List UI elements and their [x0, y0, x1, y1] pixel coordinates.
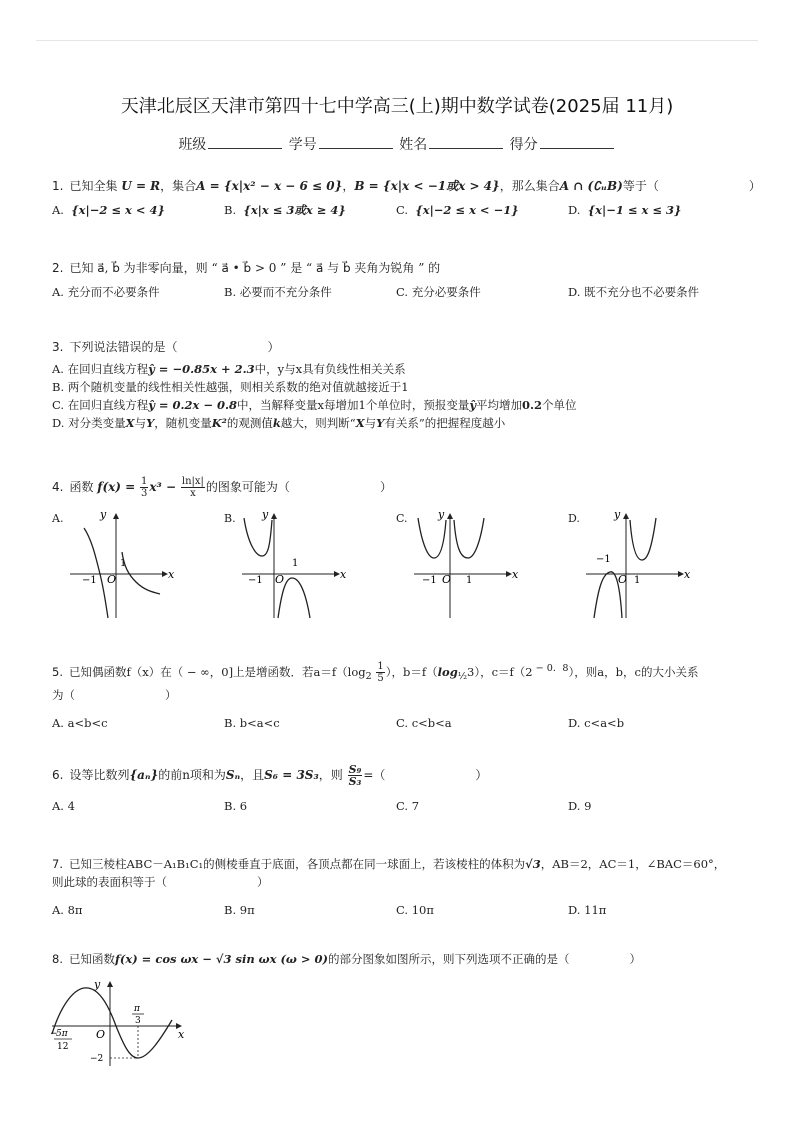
tick-minus-2: −2	[90, 1054, 104, 1064]
question-7	[52, 855, 752, 919]
stem-text: ）	[257, 875, 269, 889]
option-b[interactable]: B. 9π	[224, 903, 255, 917]
class-blank[interactable]	[208, 135, 282, 149]
stem-text: ）	[379, 480, 392, 494]
score-label: 得分	[509, 137, 538, 153]
tick-minus-1: −1	[422, 575, 437, 586]
math-expr: √3	[525, 857, 541, 871]
option-b[interactable]: B. b<a<c	[224, 716, 280, 731]
option-c-label[interactable]: C.	[396, 512, 408, 525]
curve-right	[122, 552, 160, 594]
option-a[interactable]: A. 充分而不必要条件	[52, 285, 160, 299]
three-denominator: 3	[135, 1016, 141, 1026]
log-base: 2	[365, 671, 372, 683]
graph-c[interactable]	[410, 510, 520, 622]
tick-minus-1: −1	[82, 575, 97, 586]
question-number: 3.	[52, 340, 64, 354]
twelve-denominator: 12	[57, 1042, 69, 1052]
option-d[interactable]: D. c<a<b	[568, 716, 625, 731]
option-c[interactable]: C. 7	[396, 799, 420, 813]
axis-y-label: y	[100, 510, 107, 521]
origin-label: O	[96, 1028, 106, 1041]
stem-text: 已知全集	[69, 179, 118, 193]
stem-text: ），则a，b，c的大小关系	[568, 664, 699, 679]
math-expr: A ∩ (∁ᵤB)	[559, 179, 623, 193]
tick-1: 1	[120, 558, 127, 569]
math-expr: x³ −	[149, 480, 177, 494]
fraction: $\frac{1}{5}$	[377, 661, 384, 685]
math-expr: {aₙ}	[129, 768, 159, 782]
fraction: $\frac{\ln|x|}{x}$	[181, 476, 204, 499]
fraction: $\frac{\text{S₉}}{\text{S₃}}$	[348, 763, 362, 788]
stem-text: 已知 a⃗, b⃗ 为非零向量，则 “ a⃗ • b⃗ > 0 ” 是 “ a⃗ 与 b⃗ 夹角为锐角 ” 的	[69, 261, 441, 275]
option-b[interactable]: B. 必要而不充分条件	[224, 285, 332, 299]
stem-text: 函数	[69, 480, 94, 494]
graph-b[interactable]	[238, 510, 348, 622]
question-number: 2.	[52, 261, 64, 275]
axis-x-label: x	[178, 1028, 185, 1041]
axis-x-label: x	[168, 568, 174, 581]
id-label: 学号	[288, 137, 317, 153]
pi-numerator: π	[134, 1004, 140, 1014]
math-expr: f(x) =	[97, 480, 136, 494]
question-number: 5.	[52, 664, 63, 679]
graph-d[interactable]	[582, 510, 692, 622]
stem-text: 设等比数列	[69, 768, 130, 782]
stem-text: 的前n项和为	[158, 768, 226, 782]
option-b-label[interactable]: B.	[224, 512, 236, 525]
option-d[interactable]: D. 既不充分也不必要条件	[568, 285, 700, 299]
tick-1: 1	[634, 575, 641, 586]
question-number: 4.	[52, 480, 64, 494]
axis-y-label: y	[438, 510, 445, 521]
question-2	[52, 259, 752, 301]
stem-text: 的图象可能为（	[205, 480, 290, 494]
options	[52, 201, 752, 219]
page-title: 天津北辰区天津市第四十七中学高三(上)期中数学试卷(2025届 11月)	[120, 96, 674, 117]
stem-text: ）	[629, 952, 641, 966]
neg-sign: −	[50, 1029, 58, 1039]
axis-x-label: x	[340, 568, 347, 581]
option-a[interactable]: A. 8π	[52, 903, 83, 917]
tick-minus-1: −1	[596, 554, 611, 565]
math-expr: f(x) = cos ωx − √3 sin ωx (ω > 0)	[114, 952, 328, 966]
option-b[interactable]: B. 两个随机变量的线性相关性越强，则相关系数的绝对值就越接近于1	[52, 380, 409, 394]
stem-text: ），b＝f（	[385, 664, 438, 679]
question-number: 7.	[52, 857, 63, 871]
option-a[interactable]: A. 在回归直线方程ŷ = −0.85x + 2.3中，y与x具有负线性相关关系	[52, 362, 406, 376]
option-d-label[interactable]: D.	[568, 512, 580, 525]
tick-minus-1: −1	[248, 575, 263, 586]
stem-text: 3），c＝f（2	[467, 664, 533, 679]
stem-text: ，AB＝2，AC＝1，∠BAC＝60°，	[540, 857, 726, 871]
option-d[interactable]: D. 对分类变量X与Y，随机变量K²的观测值k越大，则判断“X与Y有关系”的把握程度越小	[52, 416, 506, 430]
option-c[interactable]: C. c<b<a	[396, 716, 452, 731]
option-a[interactable]: A. {x|−2 ≤ x < 4}	[52, 203, 165, 217]
stem-text: ，则	[318, 768, 343, 782]
stem-text: 下列说法错误的是（	[69, 340, 178, 354]
stem-text: ，集合	[160, 179, 197, 193]
question-number: 6.	[52, 768, 64, 782]
graph-a[interactable]	[64, 510, 174, 622]
header-divider	[36, 40, 758, 41]
origin-label: O	[442, 573, 452, 586]
option-a[interactable]: A. 4	[52, 799, 75, 813]
curve-left	[84, 528, 108, 618]
stem-text: 已知函数	[68, 952, 115, 966]
option-c[interactable]: C. {x|−2 ≤ x < −1}	[396, 203, 519, 217]
q4-graph-options	[52, 510, 752, 622]
question-number: 1.	[52, 179, 64, 193]
fraction: $\frac{1}{3}$	[141, 476, 148, 499]
option-b[interactable]: B. 6	[224, 799, 248, 813]
stem-text: 等于（	[622, 179, 659, 193]
stem-text: 已知三棱柱ABC－A₁B₁C₁的侧棱垂直于底面，各顶点都在同一球面上，若该棱柱的体积为	[68, 857, 526, 871]
axis-y-label: y	[614, 510, 621, 521]
question-8	[52, 950, 752, 968]
origin-label: O	[618, 573, 628, 586]
math-expr: A = {x|x² − x − 6 ≤ 0}	[196, 179, 343, 193]
option-d[interactable]: D. {x|−1 ≤ x ≤ 3}	[568, 203, 682, 217]
options	[52, 714, 752, 732]
tick-1: 1	[292, 558, 299, 569]
question-6	[52, 764, 752, 815]
stem-text: 为（	[52, 688, 75, 703]
stem-text: 则此球的表面积等于（	[52, 875, 167, 889]
stem-text: ，且	[240, 768, 265, 782]
name-label: 姓名	[399, 137, 428, 153]
question-5	[52, 660, 752, 732]
option-d[interactable]: D. 9	[568, 799, 592, 813]
score-blank[interactable]	[540, 135, 614, 149]
question-1	[52, 177, 761, 219]
math-expr: U = R	[121, 179, 161, 193]
stem-text: =（	[363, 768, 386, 782]
axis-x-label: x	[684, 568, 691, 581]
options	[52, 797, 752, 815]
math-expr: log	[437, 664, 458, 679]
curve-right	[454, 518, 484, 558]
sinusoid-curve	[52, 988, 172, 1058]
option-c[interactable]: C. 10π	[396, 903, 434, 917]
option-a-label[interactable]: A.	[52, 512, 64, 525]
option-d[interactable]: D. 11π	[568, 903, 607, 917]
q8-graph	[50, 978, 200, 1070]
options	[52, 901, 752, 919]
math-expr: B = {x|x < −1或x > 4}	[354, 179, 500, 193]
options	[52, 283, 752, 301]
origin-label: O	[107, 573, 117, 586]
question-3	[52, 338, 752, 432]
origin-label: O	[275, 573, 285, 586]
axis-y-label: y	[262, 510, 269, 521]
question-number: 8.	[52, 952, 63, 966]
stem-text: ，那么集合	[499, 179, 560, 193]
curve-left	[418, 518, 446, 558]
math-expr: S₆ = 3S₃	[264, 768, 319, 782]
fivepi-numerator: 5π	[56, 1029, 68, 1039]
curve-right	[630, 518, 656, 560]
stem-text: ，	[342, 179, 355, 193]
student-info-line	[0, 134, 794, 154]
math-expr: Sₙ	[225, 768, 241, 782]
axis-y-label: y	[94, 978, 101, 991]
option-c[interactable]: C. 充分必要条件	[396, 285, 481, 299]
stem-text: ）	[267, 340, 280, 354]
tick-1: 1	[466, 575, 473, 586]
stem-text: 已知偶函数f（x）在（ − ∞，0]上是增函数．若a＝f（log	[68, 664, 366, 679]
class-label: 班级	[178, 137, 207, 153]
name-blank[interactable]	[429, 135, 503, 149]
stem-text: ）	[165, 688, 177, 703]
axis-x-label: x	[512, 568, 519, 581]
question-4	[52, 476, 752, 499]
stem-text: ）	[748, 179, 761, 193]
curve-left	[244, 518, 272, 556]
stem-text: ）	[475, 768, 488, 782]
option-b[interactable]: B. {x|x ≤ 3或x ≥ 4}	[224, 203, 346, 217]
id-blank[interactable]	[319, 135, 393, 149]
log-base: ½	[457, 671, 468, 683]
option-c[interactable]: C. 在回归直线方程ŷ = 0.2x − 0.8中，当解释变量x每增加1个单位时，预报变量ŷ平均增加0.2个单位	[52, 398, 577, 412]
exponent: − 0．8	[532, 663, 569, 674]
option-a[interactable]: A. a<b<c	[52, 716, 108, 731]
stem-text: 的部分图象如图所示，则下列选项不正确的是（	[327, 952, 570, 966]
